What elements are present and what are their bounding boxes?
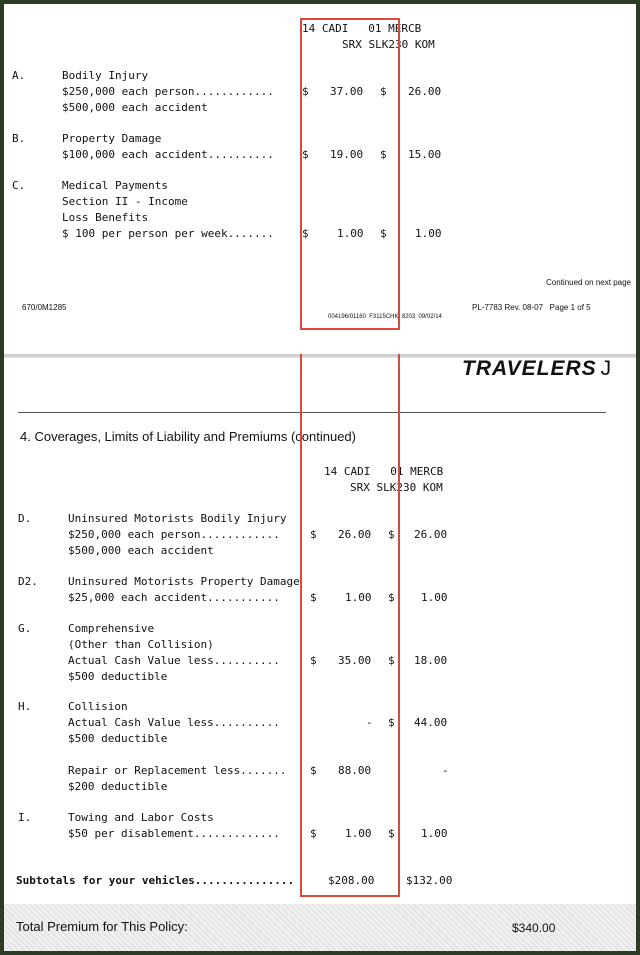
coverage-line: Loss Benefits — [62, 211, 149, 224]
vehicle-header-line2: SRX SLK230 KOM — [342, 38, 435, 51]
coverage-key: A. — [12, 69, 26, 82]
premium-vehicle1: - — [366, 716, 373, 729]
coverage-line: Repair or Replacement less....... — [68, 764, 287, 777]
coverage-line: $500,000 each accident — [68, 544, 214, 557]
subtotal-vehicle1: $208.00 — [328, 874, 375, 887]
dollar-sign: $ — [380, 227, 387, 240]
form-revision-page: PL-7783 Rev. 08-07 Page 1 of 5 — [472, 303, 591, 312]
premium-vehicle2: 1.00 — [415, 227, 442, 240]
coverage-line: $500 deductible — [68, 670, 168, 683]
premium-vehicle1: 19.00 — [330, 148, 364, 161]
dollar-sign: $ — [388, 591, 395, 604]
travelers-logo — [462, 357, 612, 381]
coverage-line: $250,000 each person............ — [62, 85, 274, 98]
document-code: 004196/01160 F3115CHK 8203 09/02/14 — [328, 314, 442, 320]
highlight-box-bottom — [300, 354, 400, 897]
dollar-sign: $ — [302, 227, 309, 240]
premium-vehicle2: 18.00 — [414, 654, 448, 667]
premium-vehicle1: 1.00 — [337, 227, 364, 240]
continued-note: Continued on next page — [546, 278, 631, 287]
coverage-line: Comprehensive — [68, 622, 155, 635]
umbrella-mark-icon: J — [600, 357, 613, 380]
dollar-sign: $ — [310, 764, 317, 777]
premium-vehicle2: 26.00 — [414, 528, 448, 541]
vehicle-header-line1: 14 CADI 01 MERCB — [324, 465, 444, 478]
coverage-line: $500,000 each accident — [62, 101, 208, 114]
coverage-line: $250,000 each person............ — [68, 528, 280, 541]
coverage-line: $100,000 each accident.......... — [62, 148, 274, 161]
section-title: 4. Coverages, Limits of Liability and Premiums (continued) — [20, 429, 356, 444]
coverage-line: Bodily Injury — [62, 69, 149, 82]
total-label: Total Premium for This Policy: — [16, 919, 188, 934]
coverage-key: B. — [12, 132, 26, 145]
premium-vehicle1: 88.00 — [338, 764, 372, 777]
premium-vehicle2: 1.00 — [421, 591, 448, 604]
coverage-key: D. — [18, 512, 32, 525]
dollar-sign: $ — [380, 148, 387, 161]
coverage-line: Medical Payments — [62, 179, 168, 192]
coverage-line: Towing and Labor Costs — [68, 811, 214, 824]
coverage-key: H. — [18, 700, 32, 713]
coverage-line: Uninsured Motorists Bodily Injury — [68, 512, 287, 525]
subtotal-label: Subtotals for your vehicles............... — [16, 874, 295, 887]
dollar-sign: $ — [388, 654, 395, 667]
premium-vehicle1: 35.00 — [338, 654, 372, 667]
dollar-sign: $ — [388, 827, 395, 840]
total-value: $340.00 — [512, 921, 556, 935]
coverage-line: Property Damage — [62, 132, 162, 145]
dollar-sign: $ — [310, 654, 317, 667]
premium-vehicle1: 37.00 — [330, 85, 364, 98]
coverage-line: $500 deductible — [68, 732, 168, 745]
form-number: 670/0M1285 — [22, 303, 67, 312]
coverage-line: $25,000 each accident........... — [68, 591, 280, 604]
dollar-sign: $ — [310, 827, 317, 840]
premium-vehicle2: 1.00 — [421, 827, 448, 840]
premium-vehicle2: 44.00 — [414, 716, 448, 729]
vehicle-header-line1: 14 CADI 01 MERCB — [302, 22, 422, 35]
vehicle-header-line2: SRX SLK230 KOM — [350, 481, 443, 494]
coverage-line: $50 per disablement............. — [68, 827, 280, 840]
premium-vehicle1: 26.00 — [338, 528, 372, 541]
highlight-box-top — [300, 18, 400, 330]
coverage-line: (Other than Collision) — [68, 638, 214, 651]
dollar-sign: $ — [388, 716, 395, 729]
dollar-sign: $ — [302, 148, 309, 161]
premium-vehicle1: 1.00 — [345, 591, 372, 604]
coverage-line: Section II - Income — [62, 195, 188, 208]
coverage-line: Uninsured Motorists Property Damage — [68, 575, 300, 588]
subtotal-vehicle2: $132.00 — [406, 874, 453, 887]
coverage-line: Collision — [68, 700, 128, 713]
dollar-sign: $ — [380, 85, 387, 98]
premium-vehicle2: - — [442, 764, 449, 777]
coverage-key: C. — [12, 179, 26, 192]
coverage-line: Actual Cash Value less.......... — [68, 654, 280, 667]
dollar-sign: $ — [302, 85, 309, 98]
coverage-key: G. — [18, 622, 32, 635]
coverage-key: I. — [18, 811, 32, 824]
premium-vehicle2: 15.00 — [408, 148, 442, 161]
coverage-key: D2. — [18, 575, 38, 588]
logo-text: TRAVELERS — [462, 357, 597, 380]
dollar-sign: $ — [310, 528, 317, 541]
premium-vehicle1: 1.00 — [345, 827, 372, 840]
coverage-line: $ 100 per person per week....... — [62, 227, 274, 240]
dollar-sign: $ — [388, 528, 395, 541]
dollar-sign: $ — [310, 591, 317, 604]
premium-vehicle2: 26.00 — [408, 85, 442, 98]
coverage-line: Actual Cash Value less.......... — [68, 716, 280, 729]
document-page — [4, 4, 636, 951]
coverage-line: $200 deductible — [68, 780, 168, 793]
